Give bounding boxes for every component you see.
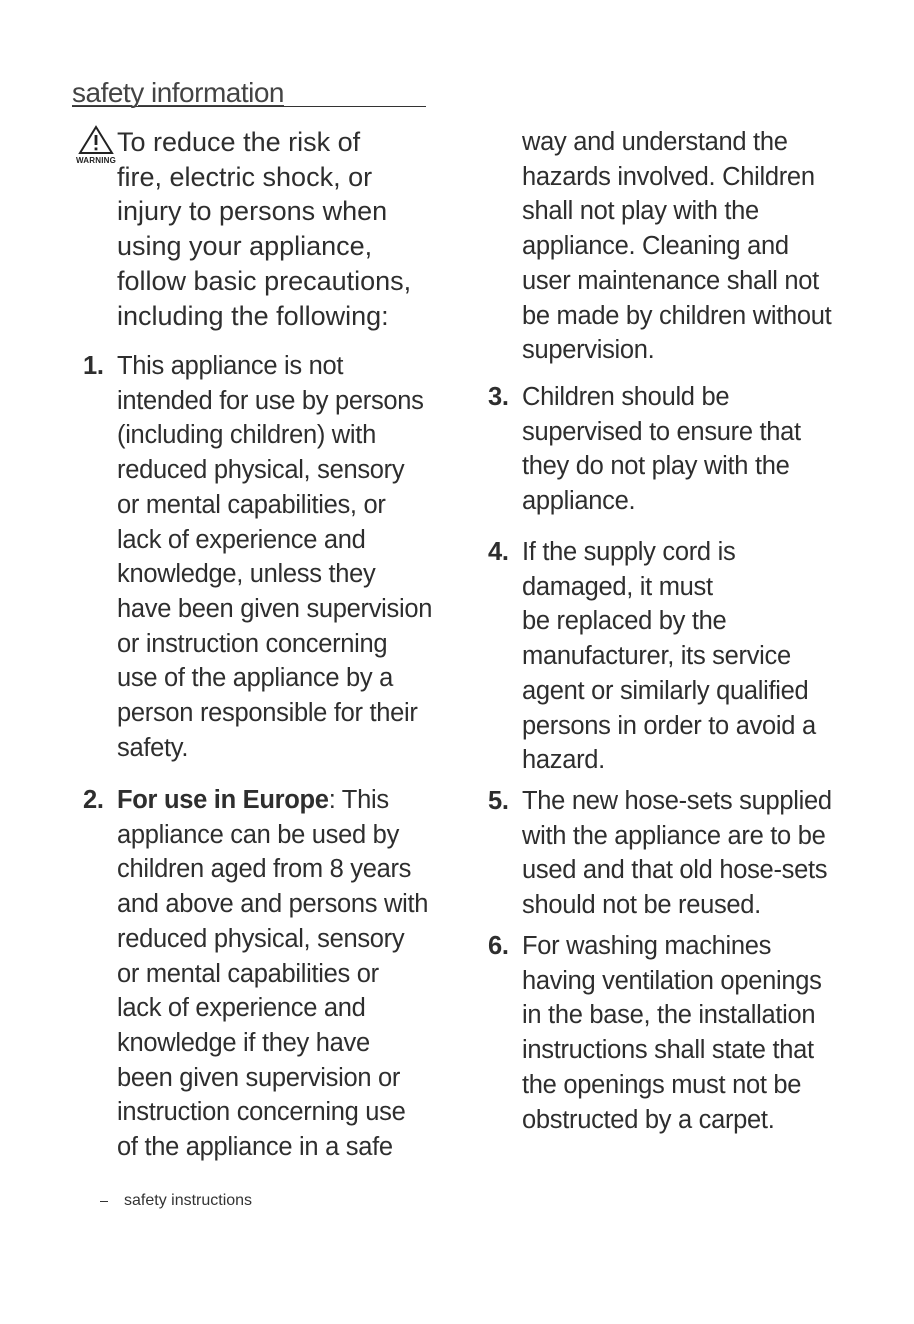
section-header: [72, 76, 426, 107]
warning-text: To reduce the risk of fire, electric shock, or injury to persons when using your appliance, follow basic precautions, including the following:: [117, 127, 412, 331]
item-number: 4.: [488, 538, 509, 566]
warning-icon-wrap: [74, 125, 118, 165]
item-text-rest: : This appliance can be used by children aged from 8 years and above and persons with reduced physical, sensory or mental capabilities or lack of experience and knowledge if they have been given supervision or instruction concerning use of the appliance in a safe: [117, 786, 429, 1162]
item-text: This appliance is not intended for use by persons (including children) with reduced physical, sensory or mental capabilities, or lack of experience and knowledge, unless they have been given supervision or instruction concerning use of the appliance by a person responsible for their safety.: [117, 352, 433, 762]
item-text: way and understand the hazards involved. Children shall not play with the appliance. Cleaning and user maintenance shall not be made by children without supervision.: [522, 128, 832, 365]
section-title: safety information: [72, 77, 284, 108]
page-footer: [100, 1192, 252, 1210]
warning-label: WARNING: [75, 156, 117, 165]
item-number: 5.: [488, 787, 509, 815]
footer-text: safety instructions: [124, 1192, 253, 1209]
item-text: The new hose-sets supplied with the appliance are to be used and that old hose-sets should not be reused.: [522, 787, 832, 920]
item-number: 6.: [488, 932, 509, 960]
item-number: 2.: [83, 786, 104, 814]
item-text: [117, 783, 477, 1165]
item-text: For washing machines having ventilation openings in the base, the installation instructions shall state that the openings must not be obstructed by a carpet.: [522, 932, 822, 1134]
item-number: 1.: [83, 352, 104, 380]
item-number: 3.: [488, 383, 509, 411]
item-text: If the supply cord is damaged, it must be replaced by the manufacturer, its service agent or similarly qualified persons in order to avoid a hazard.: [522, 538, 816, 775]
item-bold-lead: For use in Europe: [117, 786, 329, 814]
item-text: Children should be supervised to ensure that they do not play with the appliance.: [522, 383, 801, 516]
warning-triangle-icon: [78, 125, 114, 155]
footer-dash: [100, 1201, 108, 1202]
